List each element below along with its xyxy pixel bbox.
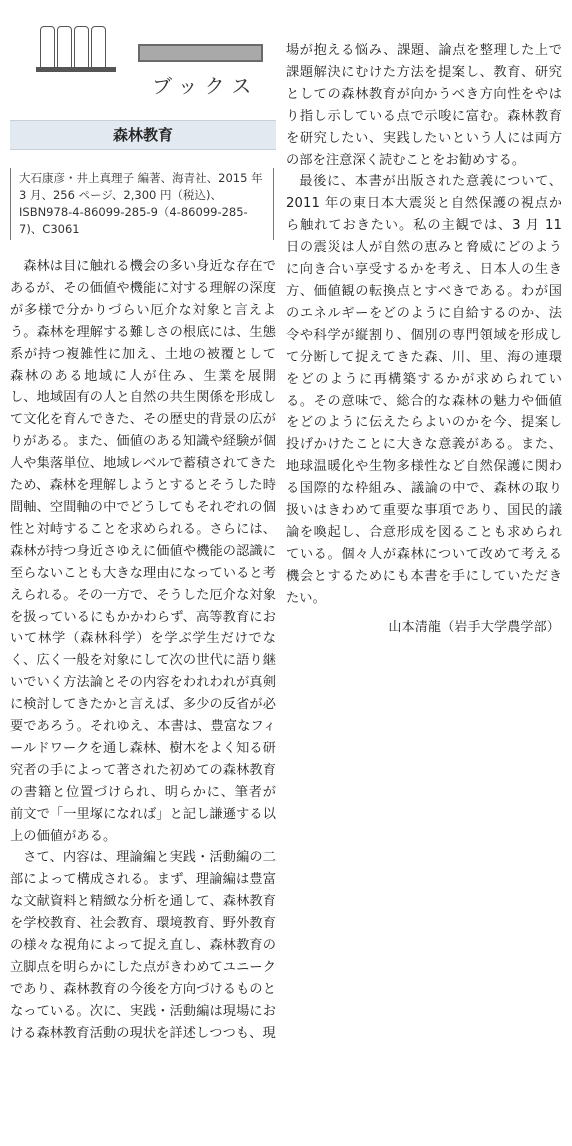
review-paragraph: 最後に、本書が出版された意義について、2011 年の東日本大震災と自然保護の視点から触れておきたい。私の主観では、3 月 11 日の震災は人が自然の恵みと脅威にどのように向き合い享受するかを考え、日本人の生き方、価値観の転換点とすべきである。わが国のエネルギーをどのように自給するのか、法令や科学が縦割り、個別の専門領域を形成して分断して捉えてきた森、川、里、海の連環をどのように再構築するかが求められている。その意味で、総合的な森林の魅力や価値をどのように伝えたらよいのかを今、提案し投げかけたことに大きな意義がある。また、地球温暖化や生物多様性など自然保護に関わる国際的な枠組み、議論の中で、森林の取り扱いはきわめて重要な事項であり、国民的議論を喚起し、合意形成を図ることも求められている。個々人が森林について改めて考える機会とするためにも本書を手にしていただきたい。 (286, 174, 562, 606)
book-title-bar (10, 120, 276, 150)
review-paragraph: 森林は目に触れる機会の多い身近な存在であるが、その価値や機能に対する理解の深度が多様で分かりづらい厄介な対象と言えよう。森林を理解する難しさの根底には、生態系が持つ複雑性に加え、土地の被覆として森林のある地域に人が住み、生業を展開し、地域固有の人と自然の共生関係を形成して文化を育んできた、その歴史的背景の広がりがある。また、価値のある知識や経験が個人や集落単位、地域レベルで蓄積されてきたため、森林を理解しようとするとそうした時間軸、空間軸の中でどうしてもそれぞれの個性と対峙することを求められる。さらには、森林が持つ身近さゆえに価値や機能の認識に至らないことも大きな理由になっていると考えられる。その一方で、そうした厄介な対象を扱っているにもかかわらず、高等教育において林学（森林科学）を学ぶ学生だけでなく、広く一般を対象にして次の世代に語り継いでいく方法論とその内容をわれわれが真剣に検討してきたかと言えば、多少の反省が必要であろう。それゆえ、本書は、豊富なフィールドワークを通し森林、樹木をよく知る研究者の手によって著された初めての森林教育の書籍と位置づけられ、明らかに、筆者が前文で「一里塚になれば」と記し謙遜する以上の価値がある。 (10, 259, 276, 844)
review-body-left (10, 256, 276, 1045)
review-paragraph: さて、内容は、理論編と実践・活動編の二部によって構成される。まず、理論編は豊富な文献資料と精緻な分析を通して、森林教育を学校教育、社会教育、環境教育、野外教育の様々な視角によって捉え直し、森林教育の立脚点を明らかにした点がきわめてユニークであり、森林教育の今後を方向づけるものとなっている。次に、実践・活動編は現場における森林教育活動の現状を詳述しつつも、現 (10, 850, 276, 1041)
review-paragraph: 場が抱える悩み、課題、論点を整理した上で課題解決にむけた方法を提案し、教育、研究としての森林教育が向かうべき方向性をやはり指し示している点で示唆に富む。森林教育を研究したい、実践したいという人には両方の部を注意深く読むことをお勧めする。 (286, 43, 562, 168)
reviewer-signature: 山本清龍（岩手大学農学部） (388, 619, 560, 635)
section-label: ブックス (152, 74, 259, 98)
book-title: 森林教育 (112, 126, 173, 144)
left-column (10, 0, 276, 1041)
books-icon (36, 20, 112, 72)
section-header (10, 0, 276, 110)
section-label-bar (138, 44, 263, 62)
right-column (286, 40, 562, 635)
review-body-right (286, 40, 562, 610)
bibliographic-info: 大石康彦・井上真理子 編著、海青社、2015 年 3 月、256 ページ、2,300 円（税込)、ISBN978-4-86099-285-9（4-86099-285-7)、C3061 (10, 168, 274, 240)
